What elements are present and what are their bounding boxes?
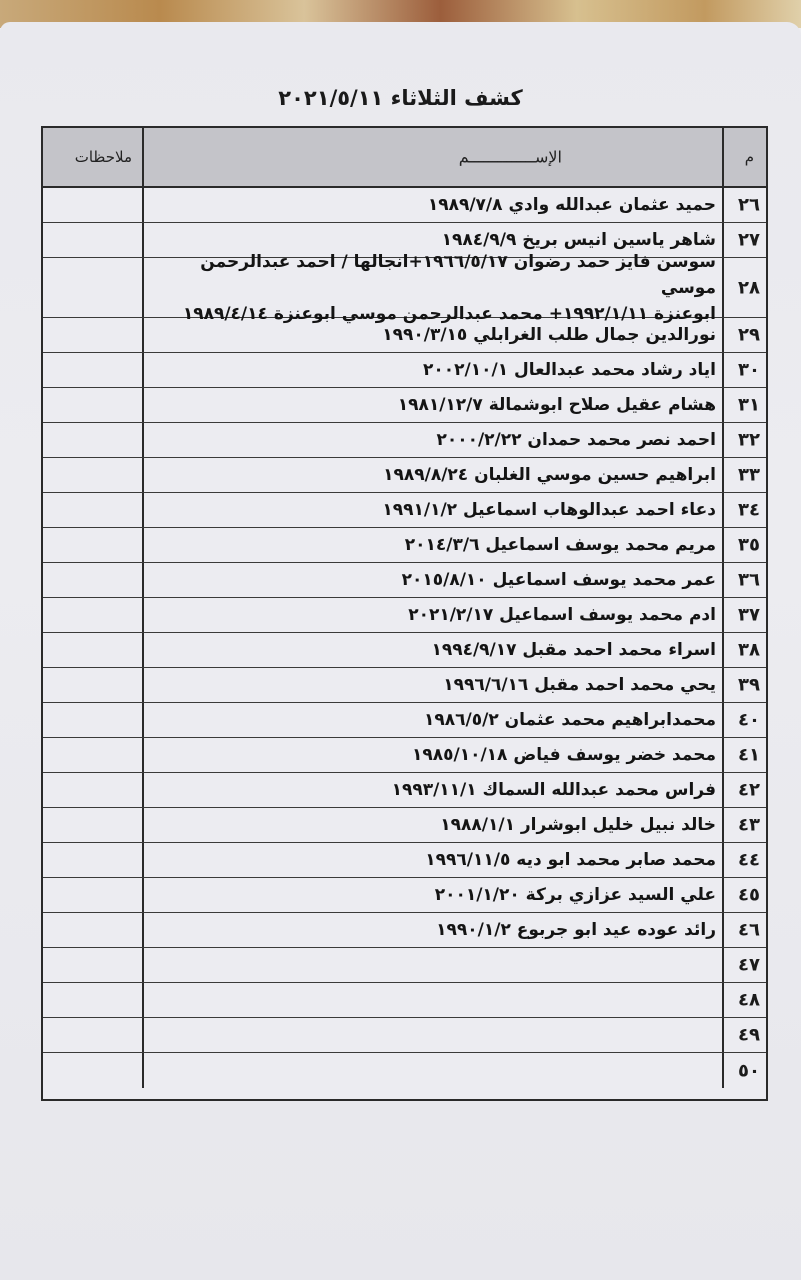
row-name-cell	[142, 948, 722, 982]
row-number: ٢٩	[738, 324, 760, 346]
document-title: كشف الثلاثاء ٢٠٢١/٥/١١	[278, 86, 523, 110]
row-number-cell	[722, 983, 766, 1017]
table-row	[43, 668, 766, 703]
row-name: محمد صابر محمد ابو ديه ١٩٩٦/١١/٥	[425, 850, 716, 870]
row-number: ٤٥	[738, 884, 760, 906]
table-row	[43, 251, 766, 324]
row-number-cell	[722, 843, 766, 877]
table-row	[43, 188, 766, 223]
row-notes-cell	[43, 388, 142, 422]
row-number: ٢٨	[738, 277, 760, 298]
row-name: ادم محمد يوسف اسماعيل ٢٠٢١/٢/١٧	[408, 605, 716, 625]
table-row	[43, 878, 766, 913]
row-number: ٤٩	[738, 1024, 760, 1046]
row-name-cell	[142, 188, 722, 222]
table-row	[43, 1018, 766, 1053]
row-number: ٤٧	[738, 954, 760, 976]
row-notes-cell	[43, 423, 142, 457]
row-name-cell	[142, 458, 722, 492]
row-notes-cell	[43, 493, 142, 527]
row-number-cell	[722, 773, 766, 807]
records-table	[41, 126, 768, 1101]
row-number-cell	[722, 528, 766, 562]
row-notes-cell	[43, 563, 142, 597]
row-notes-cell	[43, 738, 142, 772]
header-cell-number	[722, 128, 766, 186]
row-notes-cell	[43, 318, 142, 352]
row-notes-cell	[43, 703, 142, 737]
row-number-cell	[722, 633, 766, 667]
row-name: حميد عثمان عبدالله وادي ١٩٨٩/٧/٨	[427, 195, 716, 215]
table-row	[43, 353, 766, 388]
row-name-cell	[142, 353, 722, 387]
row-name: ابراهيم حسين موسي الغلبان ١٩٨٩/٨/٢٤	[383, 465, 716, 485]
row-name: اسراء محمد احمد مقبل ١٩٩٤/٩/١٧	[431, 640, 716, 660]
row-number-cell	[722, 703, 766, 737]
row-number-cell	[722, 188, 766, 222]
row-name: هشام عقيل صلاح ابوشمالة ١٩٨١/١٢/٧	[397, 395, 716, 415]
row-name: نورالدين جمال طلب الغرابلي ١٩٩٠/٣/١٥	[382, 325, 716, 345]
table-row	[43, 913, 766, 948]
row-number-cell	[722, 668, 766, 702]
table-row	[43, 563, 766, 598]
row-name-cell	[142, 493, 722, 527]
row-number: ٤٣	[738, 814, 760, 836]
row-name: احمد نصر محمد حمدان ٢٠٠٠/٢/٢٢	[436, 430, 716, 450]
row-notes-cell	[43, 528, 142, 562]
table-row	[43, 493, 766, 528]
row-number: ٤٤	[738, 849, 760, 871]
table-row	[43, 773, 766, 808]
header-cell-notes	[43, 128, 142, 186]
row-name-cell	[142, 913, 722, 947]
row-notes-cell	[43, 808, 142, 842]
row-name-cell	[142, 878, 722, 912]
table-row	[43, 1053, 766, 1088]
row-name: مريم محمد يوسف اسماعيل ٢٠١٤/٣/٦	[404, 535, 716, 555]
row-name: اياد رشاد محمد عبدالعال ٢٠٠٢/١٠/١	[423, 360, 716, 380]
row-name-cell	[142, 1018, 722, 1052]
row-name-cell	[142, 983, 722, 1017]
row-number: ٤٨	[738, 989, 760, 1011]
row-name-cell	[142, 703, 722, 737]
row-name: خالد نبيل خليل ابوشرار ١٩٨٨/١/١	[440, 815, 716, 835]
row-number-cell	[722, 1018, 766, 1052]
row-number: ٤٠	[738, 709, 760, 731]
row-number: ٣٤	[738, 499, 760, 521]
table-header-row	[43, 128, 766, 188]
row-name: شاهر ياسين انيس بريخ ١٩٨٤/٩/٩	[441, 230, 716, 250]
row-name-cell	[142, 423, 722, 457]
row-name: رائد عوده عيد ابو جربوع ١٩٩٠/١/٢	[436, 920, 716, 940]
row-number: ٤١	[738, 744, 760, 766]
table-row	[43, 388, 766, 423]
row-name: دعاء احمد عبدالوهاب اسماعيل ١٩٩١/١/٢	[382, 500, 716, 520]
row-name-cell	[142, 843, 722, 877]
row-number-cell	[722, 563, 766, 597]
row-notes-cell	[43, 1053, 142, 1088]
row-number-cell	[722, 423, 766, 457]
table-row	[43, 983, 766, 1018]
row-number: ٣٠	[738, 359, 760, 381]
row-notes-cell	[43, 633, 142, 667]
row-name-cell	[142, 668, 722, 702]
header-name-label: الإســــــــــــــم	[458, 147, 562, 167]
row-number: ٣٧	[738, 604, 760, 626]
row-number: ٣١	[738, 394, 760, 416]
row-name: محمد خضر يوسف فياض ١٩٨٥/١٠/١٨	[411, 745, 716, 765]
table-row	[43, 528, 766, 563]
row-notes-cell	[43, 188, 142, 222]
row-name: سوسن فايز حمد رضوان ١٩٦٦/٥/١٧+انجالها / احمد عبدالرحمن موسي ابوعنزة ١٩٩٢/١/١١+ محمد عبدالرحمن موسي ابوعنزة ١٩٨٩/٤/١٤	[182, 251, 716, 324]
row-number: ٣٣	[738, 464, 760, 486]
row-number: ٤٦	[738, 919, 760, 941]
table-row	[43, 843, 766, 878]
row-number: ٣٨	[738, 639, 760, 661]
row-name-cell	[142, 773, 722, 807]
row-notes-cell	[43, 948, 142, 982]
row-notes-cell	[43, 773, 142, 807]
row-number-cell	[722, 913, 766, 947]
row-name-cell	[142, 1053, 722, 1088]
row-number: ٢٦	[738, 194, 760, 216]
row-notes-cell	[43, 878, 142, 912]
row-number: ٥٠	[738, 1060, 760, 1081]
row-number: ٣٦	[738, 569, 760, 591]
row-number-cell	[722, 493, 766, 527]
row-name-cell	[142, 598, 722, 632]
row-number-cell	[722, 808, 766, 842]
row-name-cell	[142, 388, 722, 422]
row-number-cell	[722, 223, 766, 257]
row-number: ٣٥	[738, 534, 760, 556]
row-name-cell	[142, 318, 722, 352]
row-number-cell	[722, 1053, 766, 1088]
table-row	[43, 318, 766, 353]
row-number-cell	[722, 318, 766, 352]
row-number-cell	[722, 388, 766, 422]
row-notes-cell	[43, 458, 142, 492]
row-number: ٢٧	[738, 229, 760, 251]
header-cell-name	[142, 128, 722, 186]
row-name: علي السيد عزازي بركة ٢٠٠١/١/٢٠	[434, 885, 716, 905]
row-name: يحي محمد احمد مقبل ١٩٩٦/٦/١٦	[443, 675, 716, 695]
row-number-cell	[722, 598, 766, 632]
row-name-cell	[142, 563, 722, 597]
table-row	[43, 598, 766, 633]
row-number-cell	[722, 948, 766, 982]
row-number-cell	[722, 738, 766, 772]
row-notes-cell	[43, 258, 142, 317]
row-notes-cell	[43, 223, 142, 257]
table-row	[43, 948, 766, 983]
row-notes-cell	[43, 983, 142, 1017]
row-number-cell	[722, 458, 766, 492]
row-name: محمدابراهيم محمد عثمان ١٩٨٦/٥/٢	[424, 710, 716, 730]
row-notes-cell	[43, 843, 142, 877]
row-notes-cell	[43, 598, 142, 632]
row-number: ٣٢	[738, 429, 760, 451]
row-name-cell	[142, 251, 722, 324]
row-notes-cell	[43, 1018, 142, 1052]
row-notes-cell	[43, 353, 142, 387]
row-name: عمر محمد يوسف اسماعيل ٢٠١٥/٨/١٠	[401, 570, 716, 590]
row-number: ٣٩	[738, 674, 760, 696]
table-row	[43, 633, 766, 668]
row-name-cell	[142, 808, 722, 842]
table-row	[43, 458, 766, 493]
row-notes-cell	[43, 913, 142, 947]
row-number: ٤٢	[738, 779, 760, 801]
table-row	[43, 808, 766, 843]
row-notes-cell	[43, 668, 142, 702]
table-row	[43, 423, 766, 458]
row-number-cell	[722, 878, 766, 912]
header-number-label: م	[744, 148, 754, 166]
header-notes-label: ملاحظات	[74, 148, 132, 166]
row-name: فراس محمد عبدالله السماك ١٩٩٣/١١/١	[391, 780, 716, 800]
table-row	[43, 738, 766, 773]
row-number-cell	[722, 353, 766, 387]
row-name-cell	[142, 528, 722, 562]
row-name-cell	[142, 738, 722, 772]
row-number-cell	[722, 258, 766, 317]
row-name-cell	[142, 633, 722, 667]
table-row	[43, 703, 766, 738]
